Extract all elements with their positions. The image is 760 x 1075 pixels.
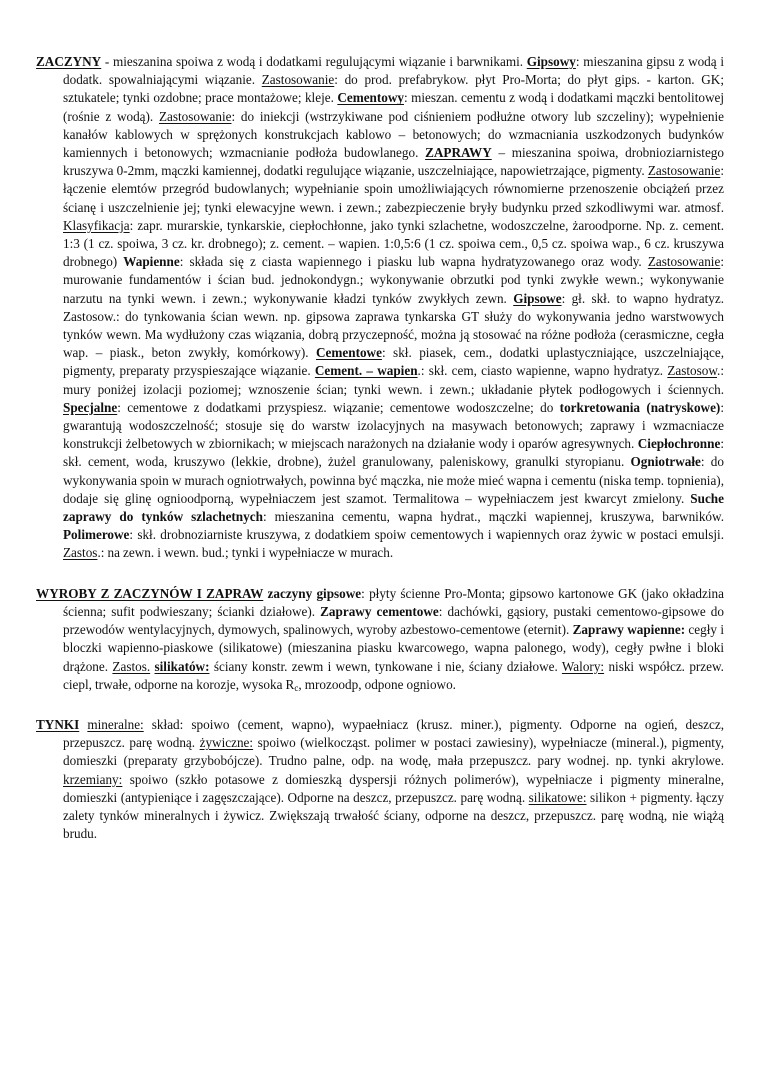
text-run: - mieszanina spoiwa z wodą i dodatkami regulującymi wiązanie i barwnikami. [101,54,527,69]
text-run: : płyty ścienne Pro-Monta; gipsowo kartonowe GK (jako okładzina ścienna; sufit podwieszany; ścianki działowe). [63,585,724,619]
underlined-term: Zastos. [112,658,151,674]
section-heading: TYNKI [36,716,80,732]
bold-term: Zaprawy cementowe [320,603,439,619]
bold-term: Ciepłochronne [637,436,721,452]
bold-term: silikatów: [154,658,210,674]
text-run: : murowanie fundamentów i ścian bud. jednokondygn.; wykonywanie obrzutki pod tynki zwykłe wewn.; wykonywanie narzutu na tynki wewn. i zewn.; wykonywanie kładzi tynków zwykłych zewn. [63,254,724,306]
text-run: : łączenie elemtów przegród budowlanych; wypełnianie spoin umożliwiających równomierne przenoszenie obciążeń przez ścianę i uszczelnienie jej; tynki elewacyjne wewn. i zewn.; zabezpieczenie bryły budynku przed szkodliwymi war. atmosf. [63,163,724,215]
text-run: niski współcz. przew. ciepl, trwałe, odporne na korozje, wysoka R [63,658,724,692]
text-run: spoiwo (wielkocząst. polimer w postaci zawiesiny), wypełniacze (mineral.), pigmenty, domieszki (preparaty grzybobójcze). Trudno palne, odp. na wodę, mała przepuszcz. pary wodnej. np. tynki akrylowe. [63,735,724,769]
text-run: : do wykonywania spoin w murach ogniotrwałych, powinna być mączka, nie może mieć wapna i cementu (niska temp. topnienia), dodaje się glinę ognioodporną, wypełniaczem jest szamot. Termalitowa – wypełniaczem jest kwarcyt zmielony. [63,454,724,506]
text-run: silikon + pigmenty. łączy zalety tynków mineralnych i żywicz. Zwiększają trwałość ściany, odporne na deszcz, przepuszcz. parę wodną, nie wiążą brudu. [63,789,724,842]
underlined-term: Zastosowanie [158,108,232,124]
text-run: : skł. cement, woda, kruszywo (lekkie, drobne), żużel granulowany, paleniskowy, granulki styropianu. [63,436,724,470]
text-run: : mieszanina gipsu z wodą i dodatk. spowalniającymi wiązanie. [63,54,724,88]
bold-term: Cementowe [316,345,382,361]
text-run: : skł. piasek, cem., dodatki uplastyczniające, uszczelniające, pigmenty, preparaty przyspieszające wiązanie. [63,345,724,379]
underlined-term: Klasyfikacja [63,217,130,233]
bold-term: Specjalne [63,399,118,415]
text-run: : cementowe z dodatkami przyspiesz. wiązanie; cementowe wodoszczelne; do [117,399,560,415]
bold-term: torkretowania (natryskowe) [559,399,721,415]
text-run: .: na zewn. i wewn. bud.; tynki i wypełniacze w murach. [97,545,394,561]
paragraph-wyroby [36,585,724,694]
underlined-term: Walory: [561,658,605,674]
text-run: : dachówki, gąsiory, pustaki cementowo-gipsowe do przewodów wentylacyjnych, dymowych, spalinowych, wyroby azbestowo-cementowe (eternit). [63,603,724,638]
text-run: : mieszan. cementu z wodą i dodatkami mączki bentolitowej (rośnie z wodą). [63,90,724,124]
bold-term: Gipsowy [526,54,576,69]
underlined-term: żywiczne: [199,735,254,751]
text-run: : gwarantują wodoszczelność; stosuje się do warstw izolacyjnych na masywach betonowych; zaprawy i wzmacniacze konstrukcji żelbetowych w zbiornikach; w miejscach narażonych na działanie wody i oparów agresywnych. [63,399,724,452]
text-run: : składa się z ciasta wapiennego i piasku lub wapna hydratyzowanego oraz wody. [179,254,648,270]
underlined-term: krzemiany: [63,771,123,787]
text-run: : do prod. prefabrykow. płyt Pro-Morta; do płyt gips. - karton. GK; sztukatele; tynki ozdobne; prace montażowe; kleje. [63,72,724,106]
bold-term: Zaprawy wapienne: [572,622,686,638]
bold-term: Cement. – wapien [314,363,418,379]
underlined-term: silikatowe: [528,789,587,805]
text-run: skład: spoiwo (cement, wapno), wypaełniacz (krusz. miner.), pigmenty. Odporne na ogień, deszcz, przepuszcz. parę wodną. [63,716,724,751]
text-run: : zapr. murarskie, tynkarskie, ciepłochłonne, jako tynki szlachetne, wodoszczelne, żaroodporne. Np. z. cement. 1:3 (1 cz. spoiwa, 3 cz. kr. drobnego); z. cement. – wapien. 1:0,5:6 (1 cz. spoiwa cem., 0,5 cz. spoiwa wap., 6 cz. kruszywa drobnego) [63,217,724,270]
bold-term: Cementowy [337,90,404,106]
text-run: : mieszanina cementu, wapna hydrat., mączki wapiennej, kruszywa, barwników. [262,509,724,525]
text-run: : do iniekcji (wstrzykiwane pod ciśnieniem podłużne otwory lub szczeliny); wypełnienie kanałów kablowych w sprężonych konstrukcjach kablowo – betonowych; do wzmacniania uszkodzonych budynków kamiennych i betonowych; wzmacnianie podłoża budowlanego. [63,108,724,161]
bold-term: Wapienne [123,254,180,270]
text-run: .: mury poniżej izolacji poziomej; wznoszenie ścian; tynki wewn. i zewn.; układanie płytek podłogowych i ściennych. [63,363,724,397]
bold-term: Suche zaprawy do tynków szlachetnych [63,490,724,525]
document-page [36,53,724,865]
section-heading: WYROBY Z ZACZYNÓW I ZAPRAW [36,585,264,601]
section-heading: ZAPRAWY [425,145,492,161]
text-run: : gł. skł. to wapno hydratyz. Zastosow.: do tynkowania ścian wewn. np. gipsowa zaprawa tynkarska GT służy do wykonywania jedno warstwowych tynków wewn. Ma wydłużony czas wiązania, dobrą przyczepność, można ją stosować na różne podłoża (cerasmiczne, cegła wap. – piask., beton zwykły, komórkowy). [63,290,724,361]
text-run: – mieszanina spoiwa, drobnioziarnistego kruszywa 0-2mm, mączki kamiennej, dodatki regulujące wiązanie, uszczelniające, napowietrzające, pigmenty. [63,145,724,179]
underlined-term: Zastosow [667,363,718,379]
text-run: : skł. drobnoziarniste kruszywa, z dodatkiem spoiw cementowych i wapiennych oraz żywic w postaci emulsji. [129,527,724,543]
underlined-term: Zastosowanie [647,254,721,270]
bold-term: zaczyny gipsowe [267,585,362,601]
bold-term: Ogniotrwałe [630,454,701,470]
underlined-term: Zastosowanie [261,72,335,88]
text-run: , mrozoodp, odpone ogniowo. [298,676,456,692]
bold-term: Polimerowe [63,527,130,543]
paragraph-zaczyny [36,53,724,563]
text-run: .: skł. cem, ciasto wapienne, wapno hydratyz. [417,363,668,379]
text-run: spoiwo (szkło potasowe z domieszką dyspersji różnych polimerów), wypełniacze i pigmenty mineralne, domieszki (antypieniące i zagęszczające). Odporne na deszcz, przepuszcz. parę wodną. [63,771,724,805]
subscript: c [294,682,299,693]
underlined-term: Zastos [63,545,98,561]
bold-term: Gipsowe [513,290,562,306]
section-heading: ZACZYNY [36,54,102,69]
underlined-term: Zastosowanie [647,163,721,179]
underlined-term: mineralne: [87,716,144,732]
text-run: cegły i bloczki wapienno-piaskowe (silikatowe) (mieszanina piasku kwarcowego, wapna palonego, wody), cegły pwłne i bloki drążone. [63,622,724,674]
text-run: ściany konstr. zewm i wewn, tynkowane i nie, ściany działowe. [209,658,562,674]
paragraph-tynki [36,716,724,843]
